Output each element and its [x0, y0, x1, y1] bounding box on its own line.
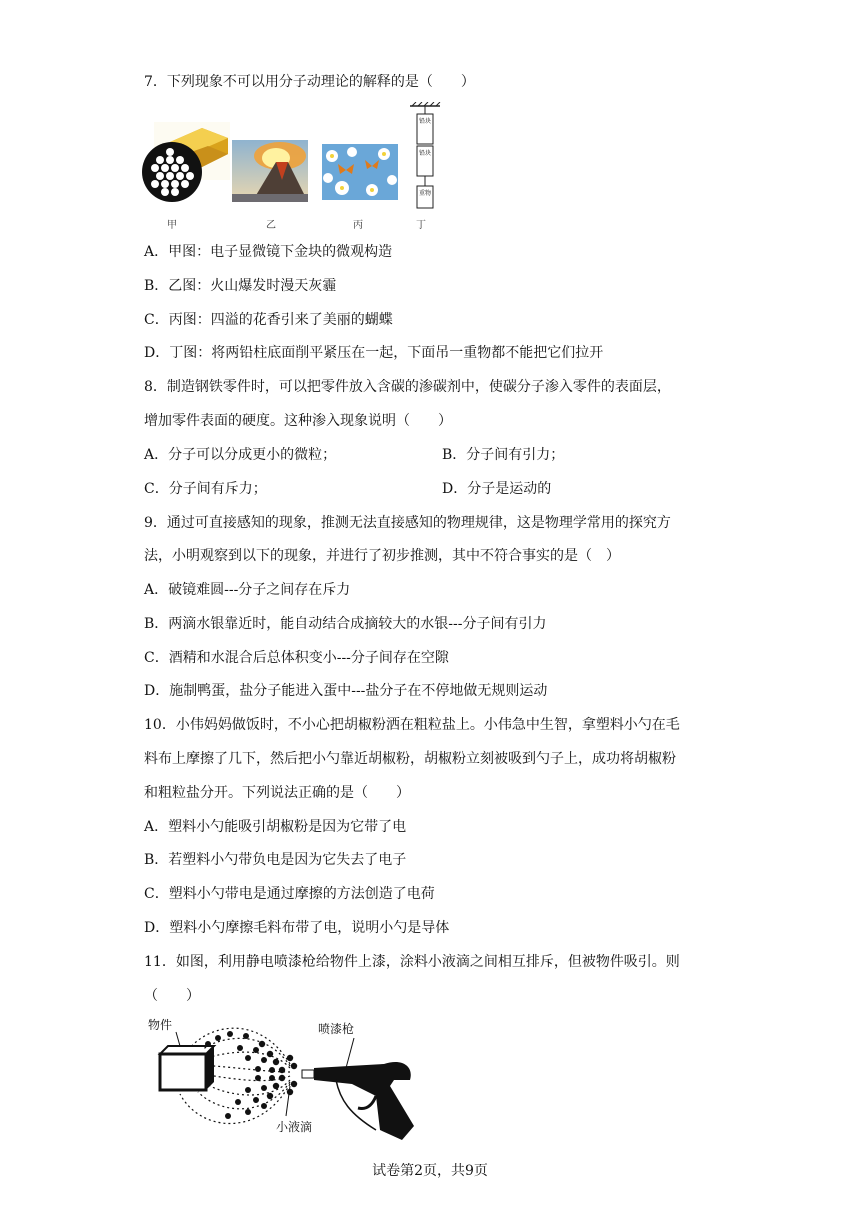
q8-stem-line1: 8．制造钢铁零件时，可以把零件放入含碳的渗碳剂中，使碳分子渗入零件的表面层， — [144, 379, 671, 395]
weight-label: 重物 — [418, 190, 431, 197]
page-footer: 试卷第2页，共9页 — [372, 1163, 488, 1179]
q8-stem-line2: 增加零件表面的硬度。这种渗入现象说明（ ） — [144, 413, 452, 429]
caption-ding: 丁 — [416, 220, 426, 231]
caption-yi: 乙 — [266, 220, 276, 231]
q10-option-c: C．塑料小勺带电是通过摩擦的方法创造了电荷 — [144, 886, 435, 902]
q11-spray-figure — [140, 1014, 440, 1144]
q8-option-a: A．分子可以分成更小的微粒； — [144, 447, 337, 463]
q7-option-b: B．乙图：火山爆发时漫天灰霾 — [144, 278, 337, 294]
q7-option-d: D．丁图：将两铅柱底面削平紧压在一起，下面吊一重物都不能把它们拉开 — [144, 345, 604, 361]
q9-option-a: A．破镜难圆---分子之间存在斥力 — [144, 582, 351, 598]
q9-option-b: B．两滴水银靠近时，能自动结合成摘较大的水银---分子间有引力 — [144, 616, 547, 632]
q10-option-b: B．若塑料小勺带负电是因为它失去了电子 — [144, 852, 407, 868]
q10-stem-line2: 料布上摩擦了几下，然后把小勺靠近胡椒粉，胡椒粉立刻被吸到勺子上，成功将胡椒粉 — [144, 751, 676, 767]
q9-stem-line2: 法，小明观察到以下的现象，并进行了初步推测，其中不符合事实的是（ ） — [144, 548, 620, 564]
q8-option-b: B．分子间有引力； — [442, 447, 565, 463]
q7-figure-ding — [406, 102, 442, 214]
lead-label-1: 铅块 — [418, 118, 431, 125]
q8-option-c: C．分子间有斥力； — [144, 481, 267, 497]
object-label: 物件 — [148, 1018, 173, 1032]
q9-option-d: D．施制鸭蛋，盐分子能进入蛋中---盐分子在不停地做无规则运动 — [144, 683, 548, 699]
caption-bing: 丙 — [353, 220, 363, 231]
q11-stem-line1: 11．如图，利用静电喷漆枪给物件上漆，涂料小液滴之间相互排斥，但被物件吸引。则 — [144, 954, 680, 970]
q7-stem: 7．下列现象不可以用分子动理论的解释的是（ ） — [144, 74, 475, 90]
q10-stem-line3: 和粗粒盐分开。下列说法正确的是（ ） — [144, 785, 410, 801]
caption-jia: 甲 — [167, 220, 177, 231]
spray-gun-label: 喷漆枪 — [318, 1022, 355, 1036]
q7-option-a: A．甲图：电子显微镜下金块的微观构造 — [144, 244, 393, 260]
q8-option-d: D．分子是运动的 — [442, 481, 552, 497]
q10-stem-line1: 10．小伟妈妈做饭时，不小心把胡椒粉洒在粗粒盐上。小伟急中生智，拿塑料小勺在毛 — [144, 717, 680, 733]
q11-stem-line2: （ ） — [144, 988, 200, 1004]
q7-figure-yi — [232, 140, 308, 202]
q7-figure-bing — [322, 144, 398, 200]
droplet-label: 小液滴 — [276, 1120, 313, 1134]
q10-option-a: A．塑料小勺能吸引胡椒粉是因为它带了电 — [144, 819, 407, 835]
q7-figure-jia — [142, 120, 232, 204]
q7-option-c: C．丙图：四溢的花香引来了美丽的蝴蝶 — [144, 312, 393, 328]
q9-stem-line1: 9．通过可直接感知的现象，推测无法直接感知的物理规律，这是物理学常用的探究方 — [144, 515, 671, 531]
q10-option-d: D．塑料小勺摩擦毛料布带了电，说明小勺是导体 — [144, 920, 450, 936]
q9-option-c: C．酒精和水混合后总体积变小---分子间存在空隙 — [144, 650, 449, 666]
lead-label-2: 铅块 — [418, 150, 431, 157]
